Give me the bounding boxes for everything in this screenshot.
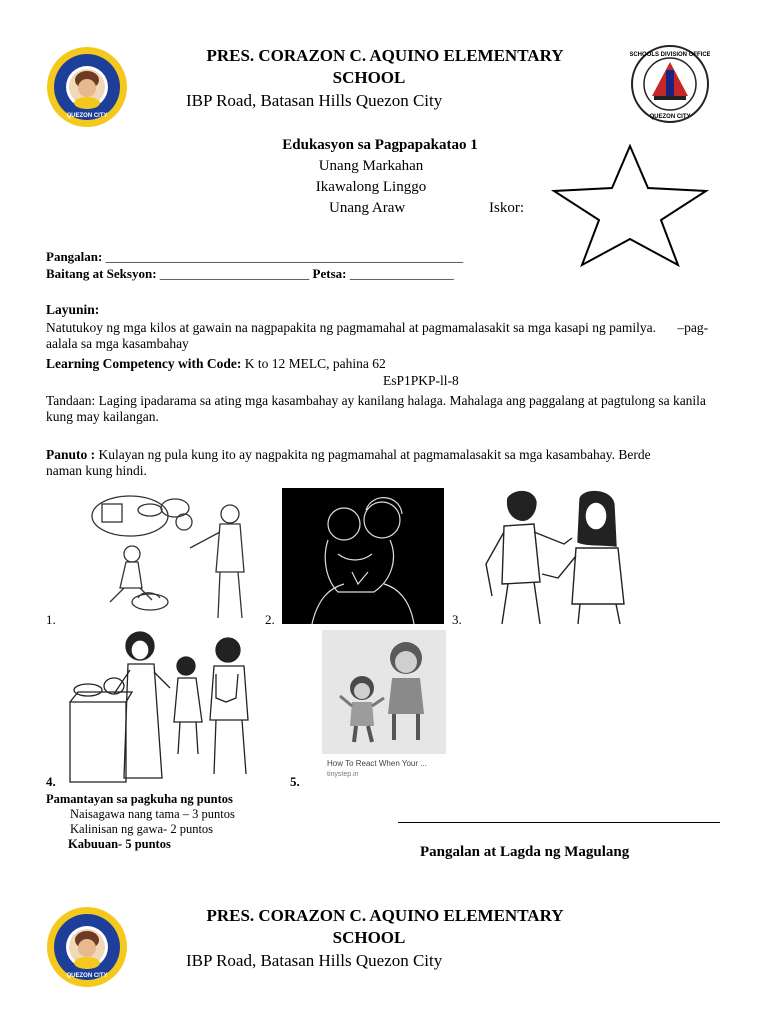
name-label: Pangalan: (46, 249, 103, 264)
svg-text:QUEZON CITY: QUEZON CITY (66, 973, 108, 979)
picture-5 (322, 630, 446, 754)
picture-1 (80, 492, 248, 622)
name-field[interactable]: _______________________________________________________ (105, 249, 464, 264)
svg-text:QUEZON CITY: QUEZON CITY (66, 113, 108, 119)
competency-label: Learning Competency with Code: (46, 356, 242, 371)
school-name-line2: SCHOOL (332, 68, 406, 87)
picture-3 (468, 486, 634, 624)
instructions-text: Kulayan ng pula kung ito ay nagpakita ng pagmamahal at pagmamalasakit sa mga kasambahay. Berde naman kung hindi. (46, 447, 651, 478)
rubric-total: Kabuuan- 5 puntos (68, 837, 171, 851)
svg-text:QUEZON CITY: QUEZON CITY (649, 114, 691, 120)
subject-title: Edukasyon sa Pagpapakatao 1 (282, 137, 478, 153)
title-block (230, 135, 530, 198)
picture-2 (282, 488, 444, 624)
footer-school-name (140, 905, 630, 949)
objective-body: Natutukoy ng mga kilos at gawain na nagpapakita ng pagmamahal at pagmamalasakit sa mga kasapi ng pamilya. (46, 320, 656, 335)
name-row (46, 249, 463, 265)
division-logo-right (630, 44, 710, 124)
rubric-line-2: Kalinisan ng gawa- 2 puntos (70, 822, 214, 836)
picture-4 (66, 628, 266, 788)
week-label: Ikawalong Linggo (315, 179, 427, 195)
competency-code: EsP1PKP-ll-8 (383, 373, 459, 388)
section-row (46, 266, 454, 282)
item-number-1: 1. (46, 612, 56, 627)
signature-line[interactable] (398, 822, 720, 823)
svg-text:SCHOOLS DIVISION OFFICE: SCHOOLS DIVISION OFFICE (630, 52, 710, 58)
objective-text (46, 320, 731, 352)
reminder-text: Tandaan: Laging ipadarama sa ating mga kasambahay ay kanilang halaga. Mahalaga ang paggalang at pagtulong sa kanila kung may kailangan. (46, 393, 706, 424)
item-number-5: 5. (290, 774, 300, 789)
day-label: Unang Araw (329, 200, 406, 216)
rubric (46, 792, 235, 852)
date-field[interactable]: ________________ (349, 266, 454, 281)
footer-school-name-line1: PRES. CORAZON C. AQUINO ELEMENTARY (206, 906, 564, 925)
competency-row (46, 356, 386, 372)
score-label: Iskor: (489, 200, 524, 216)
school-address: IBP Road, Batasan Hills Quezon City (186, 91, 443, 110)
rubric-line-1: Naisagawa nang tama – 3 puntos (70, 807, 235, 821)
footer-school-name-line2: SCHOOL (332, 928, 406, 947)
instructions (46, 447, 686, 479)
signature-label: Pangalan at Lagda ng Magulang (420, 844, 630, 860)
instructions-label: Panuto : (46, 447, 96, 462)
picture-5-caption: How To React When Your ... (327, 759, 427, 768)
competency-value: K to 12 MELC, pahina 62 (244, 356, 386, 371)
rubric-title: Pamantayan sa pagkuha ng puntos (46, 792, 233, 806)
objective-subtext: –pag-aalala sa mga kasambahay (46, 320, 709, 351)
school-name (140, 45, 630, 89)
section-field[interactable]: _______________________ (159, 266, 310, 281)
picture-5-source: tinystep.in (327, 771, 359, 778)
objective-label: Layunin: (46, 302, 100, 317)
date-label: Petsa: (312, 266, 347, 281)
school-name-line1: PRES. CORAZON C. AQUINO ELEMENTARY (206, 46, 564, 65)
section-label: Baitang at Seksyon: (46, 266, 157, 281)
item-number-2: 2. (265, 612, 275, 627)
item-number-4: 4. (46, 774, 56, 789)
quarter-label: Unang Markahan (318, 158, 424, 174)
item-number-3: 3. (452, 612, 462, 627)
star-icon (550, 143, 710, 269)
footer-address: IBP Road, Batasan Hills Quezon City (186, 951, 443, 970)
